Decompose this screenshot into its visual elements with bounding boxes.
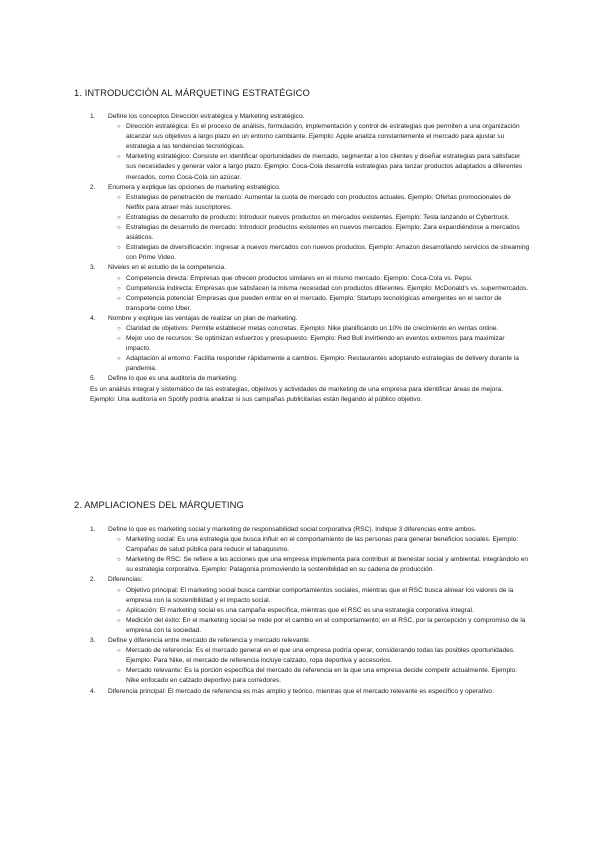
circle-bullet-icon: ○ xyxy=(117,336,121,343)
sub-item-text: Competencia directa: Empresas que ofrecen productos similares en el mismo mercado. Ejemplo: Coca-Cola vs. Pepsi. xyxy=(126,274,473,282)
sub-list-item xyxy=(90,606,530,616)
section-1-heading: 1. INTRODUCCIÓN AL MÁRQUETING ESTRATÉGICO xyxy=(74,87,310,98)
circle-bullet-icon: ○ xyxy=(117,285,121,292)
circle-bullet-icon: ○ xyxy=(117,325,121,332)
sub-item-text: Objetivo principal: El marketing social busca cambiar comportamientos sociales, mientras que el RSC busca alinear los valores de la empresa con la sostenibilidad y el impacto social. xyxy=(126,586,514,604)
sub-list-item xyxy=(90,334,530,354)
sub-list-item xyxy=(90,243,530,263)
sub-list xyxy=(90,122,530,183)
sub-list-item xyxy=(90,284,530,294)
circle-bullet-icon: ○ xyxy=(117,587,121,594)
sub-list xyxy=(90,535,530,575)
sub-item-text: Competencia indirecta: Empresas que satisfacen la misma necesidad con productos diferentes. Ejemplo: McDonald's vs. supermercados. xyxy=(126,284,529,292)
circle-bullet-icon: ○ xyxy=(117,225,121,232)
item-number: 2. xyxy=(90,576,96,584)
sub-list-item xyxy=(90,535,530,555)
list-item xyxy=(90,525,530,535)
sub-item-text: Marketing estratégico: Consiste en identificar oportunidades de mercado, segmentar a los clientes y diseñar estrategias para satisfacer sus necesidades y generar valor a largo plazo. Ejemplo: Coca-Cola desarrolla estrategias para lanzar productos adaptados a diferentes mercados, como Coca-Cola sin azúcar. xyxy=(126,153,523,181)
sub-item-text: Aplicación: El marketing social es una campaña específica, mientras que el RSC es una estrategia corporativa integral. xyxy=(126,606,474,614)
item-number: 1. xyxy=(90,526,96,533)
sub-list-item xyxy=(90,193,530,213)
sub-list-item xyxy=(90,646,530,666)
sub-item-text: Estrategias de penetración de mercado: Aumentar la cuota de mercado con productos actuales. Ejemplo: Ofertas promocionales de Netflix para atraer más suscriptores. xyxy=(126,193,511,211)
item-text: Nombre y explique las ventajas de realizar un plan de marketing. xyxy=(108,314,298,322)
sub-list-item xyxy=(90,223,530,243)
sub-list-item xyxy=(90,324,530,334)
sub-list-item xyxy=(90,152,530,182)
sub-list xyxy=(90,324,530,374)
item-text: Define los conceptos Dirección estratégica y Marketing estratégico. xyxy=(108,113,305,120)
item-number: 4. xyxy=(90,314,96,322)
list-item xyxy=(90,636,530,646)
item-text: Diferencia principal: El mercado de referencia es más amplio y teórico, mientras que el mercado relevante es específico y operativo. xyxy=(108,687,494,695)
sub-list-item xyxy=(90,122,530,152)
section-2-heading: 2. AMPLIACIONES DEL MÁRQUETING xyxy=(74,499,244,510)
sub-list-item xyxy=(90,213,530,223)
sub-list-item xyxy=(90,274,530,284)
sub-list-item xyxy=(90,294,530,314)
item-number: 3. xyxy=(90,264,96,272)
sub-list-item xyxy=(90,666,530,686)
sub-item-text: Adaptación al entorno: Facilita responder rápidamente a cambios. Ejemplo: Restaurantes adoptando estrategias de delivery durante la pandemia. xyxy=(126,355,519,373)
circle-bullet-icon: ○ xyxy=(117,607,121,614)
item-text: Enumera y explique las opciones de marketing estratégico. xyxy=(108,183,281,191)
sub-item-text: Estrategias de desarrollo de producto: Introducir nuevos productos en mercados existentes. Ejemplo: Tesla lanzando el Cybertruck. xyxy=(126,213,510,221)
sub-item-text: Medición del éxito: En el marketing social se mide por el cambio en el comportamiento; en el RSC, por la percepción y compromiso de la empresa con la sociedad. xyxy=(126,616,526,634)
item-text: Define lo que es marketing social y marketing de responsabilidad social corporativa (RSC). Indique 3 diferencias entre ambos. xyxy=(108,526,477,533)
list-item xyxy=(90,183,530,193)
list-item xyxy=(90,374,530,384)
circle-bullet-icon: ○ xyxy=(117,557,121,564)
item-number: 1. xyxy=(90,113,96,120)
circle-bullet-icon: ○ xyxy=(117,275,121,282)
sub-item-text: Estrategias de desarrollo de mercado: Introducir productos existentes en nuevos mercados. Ejemplo: Zara expandiéndose a mercados asiáticos. xyxy=(126,224,520,242)
circle-bullet-icon: ○ xyxy=(117,537,121,544)
sub-list-item xyxy=(90,555,530,575)
sub-item-text: Competencia potencial: Empresas que pueden entrar en el mercado. Ejemplo: Startups tecnológicas emergentes en el sector de transporte como Uber. xyxy=(126,294,502,312)
item-paragraph: Es un análisis integral y sistemático de las estrategias, objetivos y actividades de marketing de una empresa para identificar áreas de mejora. Ejemplo: Una auditoría en Spotify podría analizar si sus campañas publicitarias están llegando al público objetivo. xyxy=(90,385,504,403)
sub-item-text: Estrategias de diversificación: Ingresar a nuevos mercados con nuevos productos. Ejemplo: Amazon desarrollando servicios de streaming con Prime Video. xyxy=(126,244,530,262)
sub-item-text: Marketing social: Es una estrategia que busca influir en el comportamiento de las personas para generar beneficios sociales. Ejemplo: Campañas de salud pública para reducir el tabaquismo. xyxy=(126,536,519,554)
section-2-list xyxy=(90,525,530,697)
section-1-list xyxy=(90,112,530,405)
sub-list xyxy=(90,193,530,264)
item-text: Niveles en el estudio de la competencia. xyxy=(108,264,227,272)
circle-bullet-icon: ○ xyxy=(117,648,121,655)
circle-bullet-icon: ○ xyxy=(117,617,121,624)
circle-bullet-icon: ○ xyxy=(117,245,121,252)
list-item xyxy=(90,575,530,585)
sub-item-text: Mercado relevante: Es la porción específica del mercado de referencia en la que una empresa decide competir actualmente. Ejemplo: Nike enfocado en calzado deportivo para corredores. xyxy=(126,667,518,685)
circle-bullet-icon: ○ xyxy=(117,356,121,363)
sub-item-text: Dirección estratégica: Es el proceso de análisis, formulación, implementación y control de estrategias que permiten a una organización alcanzar sus objetivos a largo plazo en un entorno cambiante. Ejemplo: Apple analiza constantemente el mercado para ajustar su estrategia a las tendencias tecnológicas. xyxy=(126,123,520,151)
sub-list xyxy=(90,646,530,686)
list-item xyxy=(90,263,530,273)
circle-bullet-icon: ○ xyxy=(117,668,121,675)
item-number: 5. xyxy=(90,375,96,383)
sub-list xyxy=(90,274,530,314)
list-item xyxy=(90,687,530,697)
sub-item-text: Mercado de referencia: Es el mercado general en el que una empresa podría operar, considerando todas las posibles oportunidades. Ejemplo: Para Nike, el mercado de referencia incluye calzado, ropa deportiva y accesorios. xyxy=(126,647,515,665)
circle-bullet-icon: ○ xyxy=(117,124,121,131)
sub-list-item xyxy=(90,586,530,606)
circle-bullet-icon: ○ xyxy=(117,154,121,161)
item-number: 4. xyxy=(90,687,96,695)
item-number: 2. xyxy=(90,183,96,191)
list-item xyxy=(90,314,530,324)
circle-bullet-icon: ○ xyxy=(117,194,121,201)
sub-item-text: Claridad de objetivos: Permite establecer metas concretas. Ejemplo: Nike planificando un 10% de crecimiento en ventas online. xyxy=(126,324,499,332)
item-text: Diferencias: xyxy=(108,576,143,584)
sub-list-item xyxy=(90,616,530,636)
item-text: Define y diferencia entre mercado de referencia y mercado relevante. xyxy=(108,637,311,645)
sub-list xyxy=(90,586,530,636)
item-text: Define lo que es una auditoría de marketing. xyxy=(108,375,238,383)
item-number: 3. xyxy=(90,637,96,645)
sub-item-text: Marketing de RSC: Se refiere a las acciones que una empresa implementa para contribuir al bienestar social y ambiental, integrándolo en su estrategia corporativa. Ejemplo: Patagonia promoviendo la sostenibilidad en su cadena de producción. xyxy=(126,556,529,574)
sub-list-item xyxy=(90,354,530,374)
list-item xyxy=(90,112,530,122)
sub-item-text: Mejor uso de recursos: Se optimizan esfuerzos y presupuesto. Ejemplo: Red Bull invirtiendo en eventos extremos para maximizar impacto. xyxy=(126,335,505,353)
circle-bullet-icon: ○ xyxy=(117,295,121,302)
circle-bullet-icon: ○ xyxy=(117,214,121,221)
